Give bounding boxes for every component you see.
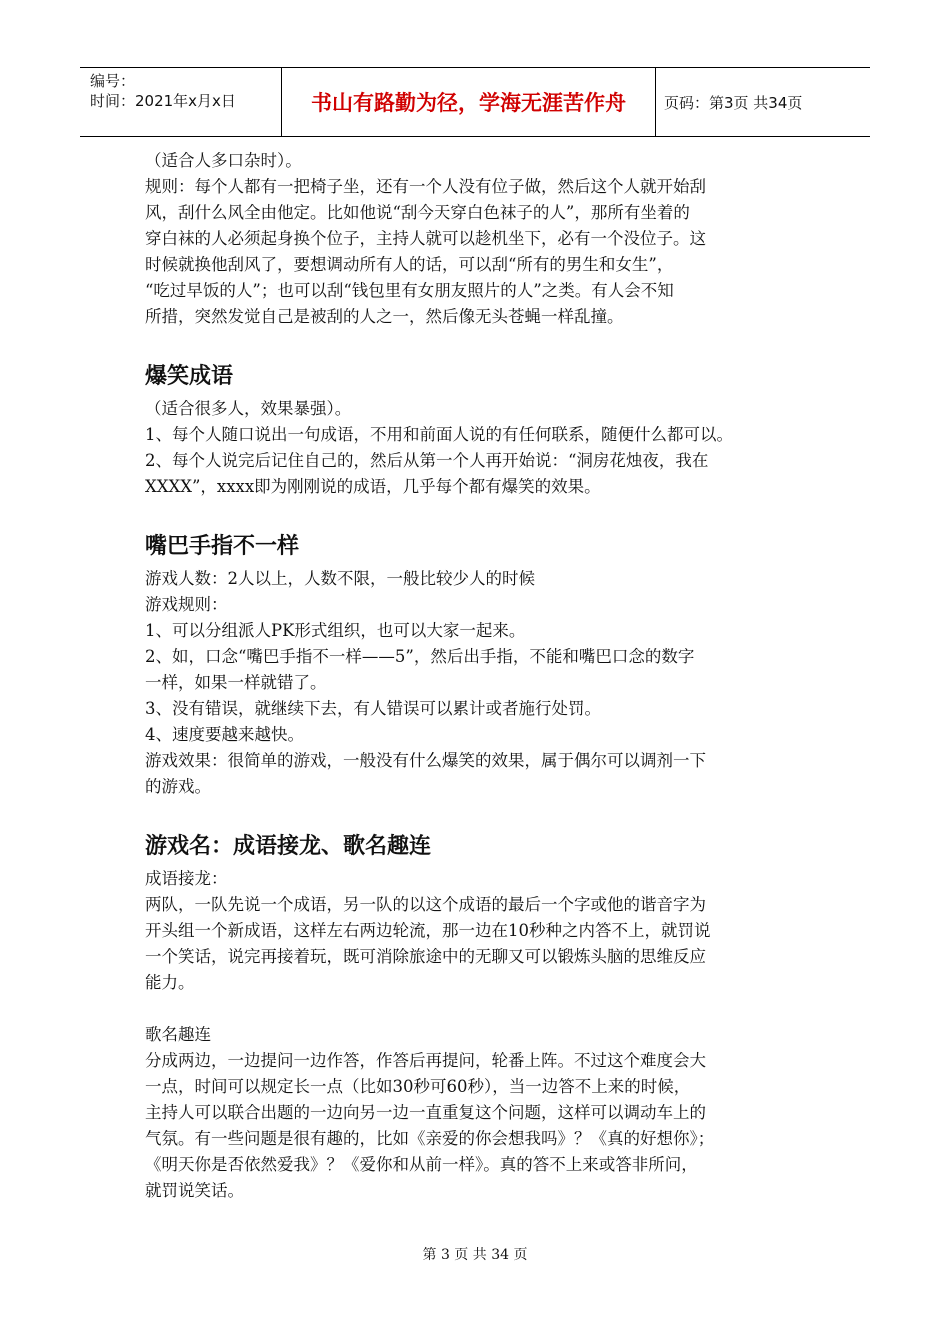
text-line: 成语接龙：: [145, 869, 228, 888]
text-line: 1、可以分组派人PK形式组织，也可以大家一起来。: [145, 621, 526, 640]
text-line: 主持人可以联合出题的一边向另一边一直重复这个问题，这样可以调动车上的: [145, 1103, 706, 1122]
text-line: 一个笑话，说完再接着玩，既可消除旅途中的无聊又可以锻炼头脑的思维反应: [145, 947, 706, 966]
header-meta: [80, 68, 282, 136]
text-line: 游戏人数：2人以上，人数不限，一般比较少人的时候: [145, 569, 535, 588]
text-line: 1、每个人随口说出一句成语，不用和前面人说的有任何联系，随便什么都可以。: [145, 425, 733, 444]
text-line: 一样，如果一样就错了。: [145, 673, 327, 692]
page-footer: 第 3 页 共 34 页: [422, 1247, 528, 1263]
text-line: 所措，突然发觉自己是被刮的人之一，然后像无头苍蝇一样乱撞。: [145, 307, 624, 326]
text-line: XXXX”，xxxx即为刚刚说的成语，几乎每个都有爆笑的效果。: [145, 477, 601, 496]
section-intro: [145, 148, 825, 330]
text-line: 穿白袜的人必须起身换个位子，主持人就可以趁机坐下，必有一个没位子。这: [145, 229, 706, 248]
text-line: 2、如，口念“嘴巴手指不一样——5”，然后出手指，不能和嘴巴口念的数字: [145, 647, 695, 666]
text-line: 能力。: [145, 973, 195, 992]
text-line: 规则：每个人都有一把椅子坐，还有一个人没有位子做，然后这个人就开始刮: [145, 177, 706, 196]
section-fingers: [145, 532, 825, 800]
header-page-info: 页码：第3页 共34页: [664, 93, 803, 112]
section-title: 嘴巴手指不一样: [145, 534, 300, 559]
header-motto: 书山有路勤为径，学海无涯苦作舟: [282, 68, 656, 136]
section-title: 爆笑成语: [145, 364, 234, 389]
text-line: 3、没有错误，就继续下去，有人错误可以累计或者施行处罚。: [145, 699, 601, 718]
document-body: [145, 148, 825, 1204]
text-line: 游戏规则：: [145, 595, 228, 614]
text-line: 《明天你是否依然爱我》？《爱你和从前一样》。真的答不上来或答非所问，: [145, 1155, 698, 1174]
section-title: 游戏名：成语接龙、歌名趣连: [145, 834, 432, 859]
text-line: 2、每个人说完后记住自己的，然后从第一个人再开始说：“洞房花烛夜，我在: [145, 451, 709, 470]
page-header: [80, 67, 870, 137]
text-line: 两队，一队先说一个成语，另一队的以这个成语的最后一个字或他的谐音字为: [145, 895, 706, 914]
date-label: 时间：2021年x月x日: [90, 92, 236, 110]
text-line: 就罚说笑话。: [145, 1181, 244, 1200]
text-line: “吃过早饭的人”；也可以刮“钱包里有女朋友照片的人”之类。有人会不知: [145, 281, 674, 300]
section-chain: [145, 832, 825, 1204]
text-line: 游戏效果：很简单的游戏，一般没有什么爆笑的效果，属于偶尔可以调剂一下: [145, 751, 706, 770]
text-line: 分成两边，一边提问一边作答，作答后再提问，轮番上阵。不过这个难度会大: [145, 1051, 706, 1070]
text-line: 风，刮什么风全由他定。比如他说“刮今天穿白色袜子的人”，那所有坐着的: [145, 203, 690, 222]
section-idiom: [145, 362, 825, 500]
text-line: （适合很多人，效果暴强）。: [145, 399, 352, 418]
number-label: 编号：: [90, 72, 136, 90]
text-line: 4、速度要越来越快。: [145, 725, 304, 744]
text-line: 歌名趣连: [145, 1025, 211, 1044]
text-line: 气氛。有一些问题是很有趣的，比如《亲爱的你会想我吗》？《真的好想你》；: [145, 1129, 715, 1148]
text-line: （适合人多口杂时）。: [145, 151, 302, 170]
text-line: 时候就换他刮风了，要想调动所有人的话，可以刮“所有的男生和女生”，: [145, 255, 674, 274]
text-line: 一点，时间可以规定长一点（比如30秒可60秒），当一边答不上来的时候，: [145, 1077, 691, 1096]
text-line: 开头组一个新成语，这样左右两边轮流，那一边在10秒种之内答不上，就罚说: [145, 921, 711, 940]
text-line: 的游戏。: [145, 777, 211, 796]
